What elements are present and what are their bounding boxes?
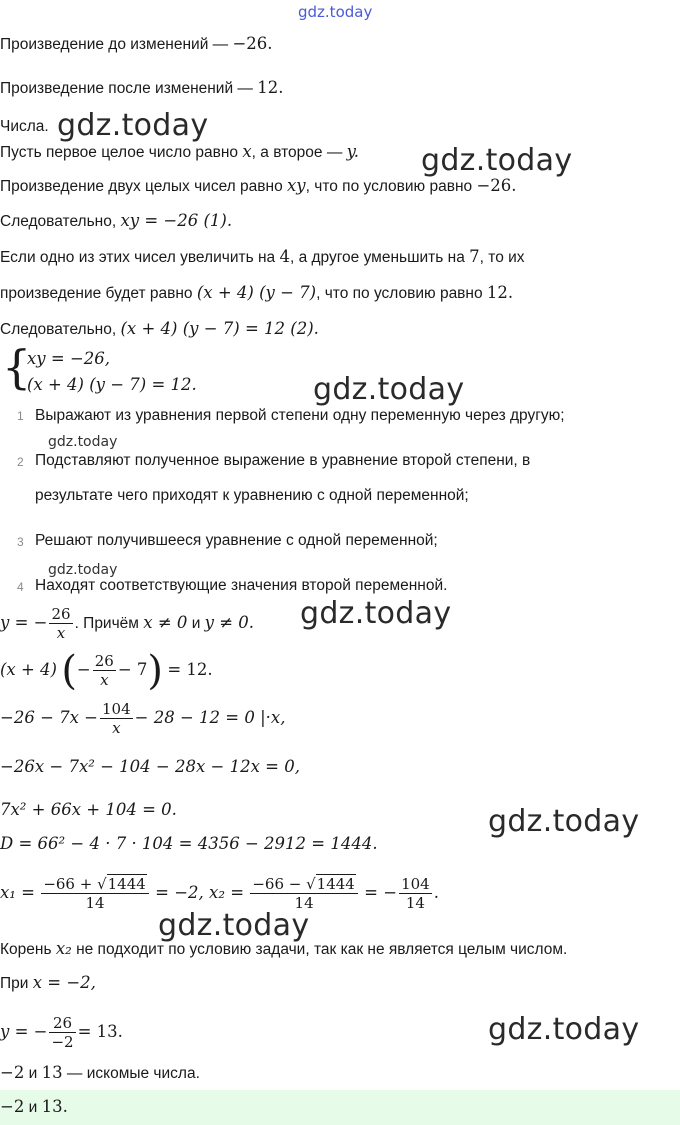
math: y ≠ 0.	[204, 613, 255, 632]
math: −	[76, 660, 91, 679]
equation-1: xy = −26 (1).	[120, 211, 233, 230]
math: 13	[41, 1063, 63, 1082]
step-text: Решают получившееся уравнение с одной переменной;	[35, 532, 438, 549]
math-4: 4	[279, 247, 290, 266]
fraction	[399, 875, 432, 912]
denominator: 14	[85, 894, 105, 913]
line-conclusion	[0, 1063, 200, 1084]
math-y: y.	[346, 142, 359, 161]
text: Корень	[0, 941, 56, 958]
text: и	[24, 1065, 42, 1082]
math: .	[433, 883, 439, 902]
text: не подходит по условию задачи, так как не является целым числом.	[71, 941, 568, 958]
math: y = −	[0, 1022, 48, 1041]
watermark: gdz.today	[421, 143, 573, 178]
math: − 28 − 12 = 0 |·x,	[134, 708, 286, 727]
step-text: Подставляют полученное выражение в уравнение второй степени, в	[35, 452, 531, 469]
numerator: 104	[401, 875, 430, 894]
fraction	[100, 700, 133, 737]
math: x = −2,	[32, 973, 96, 992]
step-number: 1	[17, 409, 24, 423]
system-eq-1: xy = −26,	[27, 349, 111, 368]
math-7: 7	[469, 247, 480, 266]
denominator: 14	[405, 894, 425, 913]
denominator: 14	[294, 894, 314, 913]
math: = −2, x₂ =	[155, 883, 245, 902]
step-number: 3	[17, 535, 24, 549]
denominator: x	[100, 671, 109, 690]
watermark: gdz.today	[313, 372, 465, 407]
watermark: gdz.today	[57, 108, 209, 143]
text: Следовательно,	[0, 321, 121, 338]
line-equation-2	[0, 319, 319, 340]
denominator: −2	[51, 1033, 74, 1052]
line-let	[0, 142, 359, 163]
math: 13.	[41, 1097, 68, 1116]
numbers-heading: Числа.	[0, 118, 49, 135]
numerator: 104	[102, 700, 131, 719]
text: −66 −	[252, 875, 307, 894]
math: = 13.	[77, 1022, 123, 1041]
math: −2	[0, 1097, 25, 1116]
numerator: 26	[94, 652, 114, 671]
text: . Причём	[74, 615, 144, 632]
fraction	[49, 605, 72, 642]
math-expression: (x + 4) (y − 7)	[196, 283, 317, 302]
math: y = −	[0, 613, 48, 632]
answer-line	[0, 1097, 68, 1118]
watermark: gdz.today	[48, 434, 118, 450]
numerator: 26	[49, 1014, 75, 1033]
math: x₂	[55, 939, 72, 958]
denominator: x	[112, 719, 121, 738]
text: При	[0, 975, 33, 992]
text: Если одно из этих чисел увеличить на	[0, 249, 280, 266]
product-after-label: Произведение после изменений —	[0, 80, 258, 97]
math: −2	[0, 1063, 25, 1082]
solution-quadratic: 7x² + 66x + 104 = 0.	[0, 800, 177, 819]
math: x ≠ 0	[143, 613, 188, 632]
text: Произведение двух целых чисел равно	[0, 178, 287, 195]
numerator: −66 + √1444	[41, 875, 149, 894]
sqrt: 1444	[107, 875, 146, 894]
text: , что по условию равно	[305, 178, 477, 195]
watermark: gdz.today	[488, 1012, 640, 1047]
step-number: 4	[17, 580, 24, 594]
paren: (	[61, 647, 77, 694]
text: , что по условию равно	[316, 285, 487, 302]
solution-expanded: −26x − 7x² − 104 − 28x − 12x = 0,	[0, 757, 300, 776]
answer-box	[0, 1090, 680, 1125]
numerator: 26	[51, 605, 71, 624]
text: , то их	[479, 249, 525, 266]
watermark: gdz.today	[158, 908, 310, 943]
equation-2: (x + 4) (y − 7) = 12 (2).	[120, 319, 319, 338]
denominator: x	[56, 624, 66, 643]
step-number: 2	[17, 455, 24, 469]
math: −26 − 7x −	[0, 708, 99, 727]
text: , а другое уменьшить на	[289, 249, 470, 266]
paren: )	[147, 647, 164, 694]
math-value: 12.	[486, 283, 514, 302]
watermark: gdz.today	[488, 804, 640, 839]
solution-roots	[0, 868, 439, 919]
text: — искомые числа.	[62, 1065, 200, 1082]
math: − 7	[117, 660, 148, 679]
numerator: −66 − √1444	[250, 875, 358, 894]
math: = 12.	[167, 660, 213, 679]
fraction	[250, 875, 358, 912]
line-product-of-two	[0, 176, 517, 197]
text: Следовательно,	[0, 213, 121, 230]
line-product-before	[0, 34, 273, 55]
math: x₁ =	[0, 883, 35, 902]
text: Пусть первое целое число равно	[0, 144, 243, 161]
text: −66 +	[43, 875, 98, 894]
line-root-rejected	[0, 939, 567, 960]
line-condition	[0, 247, 525, 268]
section-heading	[0, 117, 49, 137]
product-after-value: 12.	[257, 78, 284, 97]
text: произведение будет равно	[0, 285, 197, 302]
solution-discriminant: D = 66² − 4 · 7 · 104 = 4356 − 2912 = 1444.	[0, 834, 378, 853]
watermark: gdz.today	[48, 562, 118, 578]
solution-y-expression	[0, 603, 254, 644]
watermark-top: gdz.today	[298, 3, 373, 21]
text: , а второе —	[251, 144, 347, 161]
math: (x + 4)	[0, 660, 57, 679]
system-brace: {	[2, 340, 32, 394]
math: = −	[364, 883, 398, 902]
sqrt: 1444	[316, 875, 355, 894]
fraction	[93, 652, 116, 689]
step-text: Находят соответствующие значения второй переменной.	[35, 577, 448, 594]
step-text: Выражают из уравнения первой степени одну переменную через другую;	[35, 407, 565, 424]
fraction	[49, 1014, 75, 1051]
math-xy: xy	[287, 176, 306, 195]
line-equation-1	[0, 211, 232, 232]
solution-substitution	[0, 648, 213, 693]
line-product-after	[0, 78, 284, 99]
system-eq-2: (x + 4) (y − 7) = 12.	[27, 375, 197, 394]
product-before-label: Произведение до изменений —	[0, 36, 233, 53]
fraction	[41, 875, 149, 912]
math-x: x	[242, 142, 252, 161]
product-before-value: −26.	[232, 34, 273, 53]
line-condition-2	[0, 283, 513, 304]
solution-y-value	[0, 1008, 123, 1057]
step-text: результате чего приходят к уравнению с одной переменной;	[35, 487, 469, 504]
solution-multiply	[0, 696, 285, 741]
math-value: −26.	[476, 176, 517, 195]
text: и	[187, 615, 205, 632]
text: и	[24, 1099, 42, 1116]
watermark: gdz.today	[300, 596, 452, 631]
line-when-x	[0, 973, 96, 994]
